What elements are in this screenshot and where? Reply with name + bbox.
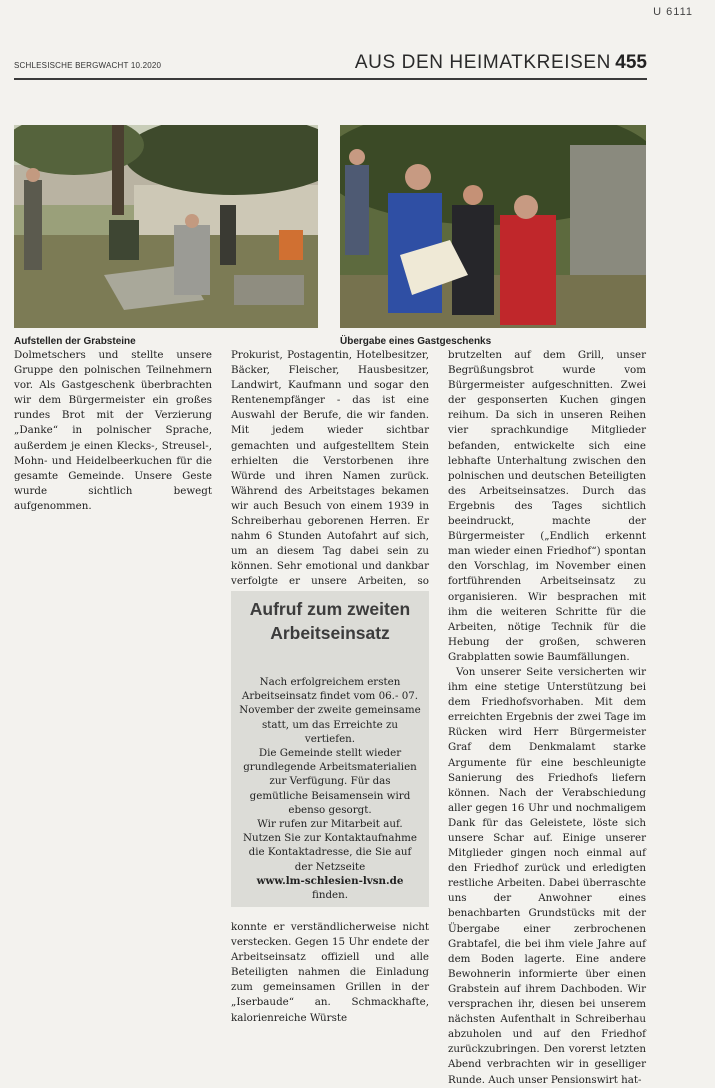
box-title: Aufruf zum zweiten Arbeitseinsatz — [249, 599, 411, 643]
article-column-2-continued — [231, 920, 429, 1026]
photo-setting-gravestones — [14, 125, 318, 328]
photo-caption: Übergabe eines Gastgeschenks — [340, 336, 492, 347]
page-header — [14, 54, 647, 76]
paragraph: Prokurist, Postagentin, Hotelbesitzer, Bäcker, Fleischer, Hausbesitzer, Landwirt, Kaufmann und sogar den Rentenempfänger - das ist eine Auswahl der Berufe, die wir fanden. Mit jedem wieder sichtbar gemachten und aufgestelltem Stein erhielten die Verstorbenen ihre Würde und ihren Namen zurück. Während des Arbeitstages bekamen wir auch Besuch von einem 1939 in Schreiberhau geborenen Herren. Er nahm 6 Stunden Autofahrt auf sich, um an diesem Tag dabei sein zu können. Sehr emotional und dankbar verfolgte er unsere Arbeiten, so — [231, 349, 429, 588]
website-link[interactable]: www.lm-schlesien-lvsn.de — [256, 874, 404, 887]
article-column-1 — [14, 348, 212, 514]
paragraph: konnte er verständlicherweise nicht verstecken. Gegen 15 Uhr endete der Arbeitseinsatz offiziell und alle Beteiligten nahmen die Einladung zum gemeinsamen Grillen in der „Iserbaude“ an. Schmackhafte, kalorienreiche Würste — [231, 921, 429, 1024]
photo-caption: Aufstellen der Grabsteine — [14, 336, 136, 347]
article-column-2 — [231, 348, 429, 605]
section-title: AUS DEN HEIMATKREISEN — [354, 52, 611, 73]
paragraph: Von unserer Seite versicherten wir ihm eine stetige Unterstützung bei dem Friedhofsvorhaben. Mit dem erreichten Ergebnis der zwei Tage im Rücken wird Herr Bürgermeister Graf dem Denkmalamt starke Argumente für eine beschleunigte Sanierung des Friedhofs liefern können. Nach der Verabschiedung aller gegen 16 Uhr und nochmaligem Dank für das Geleistete, löste sich unsere Schar auf. Einige unserer Mitglieder gingen noch einmal auf den Friedhof zurück und erledigten restliche Arbeiten. Dabei überraschte uns der Anwohner eines benachbarten Grundstücks mit der Übergabe einer zerbrochenen Grabtafel, die bei ihm viele Jahre auf dem Boden lagerte. Eine andere Bewohnerin informierte über einen Grabstein auf ihrem Dachboden. Wir versprachen ihr, diesen bei unserem nächsten Aufenthalt in Schreiberhau abzuholen und auf den Friedhof zurückzubringen. Den vorerst letzten Abend verbrachten wir in geselliger Runde. Auch unser Pensionswirt hat- — [448, 665, 646, 1086]
paragraph: Dolmetschers und stellte unsere Gruppe den polnischen Teilnehmern vor. Als Gastgeschenk überbrachten wir dem Bürgermeister ein großes rundes Brot mit der Verzierung „Danke“ in polnischer Sprache, außerdem je einen Klecks-, Streusel-, Mohn- und Heidelbeerkuchen für die gesamte Gemeinde. Unsere Geste wurde sichtlich bewegt aufgenommen. — [14, 349, 212, 512]
photo-gift-handover — [340, 125, 646, 328]
publication-name: SCHLESISCHE BERGWACHT 10.2020 — [14, 61, 162, 70]
header-rule — [14, 78, 647, 80]
page-corner-mark: U 6111 — [653, 6, 693, 18]
page-number: 455 — [615, 52, 647, 73]
paragraph: brutzelten auf dem Grill, unser Begrüßungsbrot wurde vom Bürgermeister aufgeschnitten. Zwei der gesponserten Kuchen gingen reihum. Da sich in unseren Reihen vier sprachkundige Mitglieder befanden, entwickelte sich eine lebhafte Unterhaltung zwischen den polnischen und deutschen Beteiligten des Arbeitseinsatzes. Durch das Ergebnis des Tages sichtlich beeindruckt, machte der Bürgermeister („Endlich erkennt man wieder einen Friedhof“) spontan den Vorschlag, im November einen fortführenden Arbeitseinsatz zu organisieren. Wir besprachen mit ihm die weiteren Schritte für die Arbeiten, nötige Technik für die Hebung der großen, schweren Grabplatten sowie Baumfällungen. — [448, 349, 646, 663]
article-column-3 — [448, 348, 646, 1088]
call-to-action-box — [231, 591, 429, 907]
box-body: Nach erfolgreichem ersten Arbeitseinsatz findet vom 06.- 07. November der zweite gemeinsame statt, um das Erreichte zu vertiefen. Die Gemeinde stellt wieder grundlegende Arbeitsmaterialien zur Verfügung. Für das gemütliche Beisamensein wird ebenso gesorgt. Wir rufen zur Mitarbeit auf. Nutzen Sie zur Kontaktaufnahme die Kontaktadresse, die Sie auf der Netzseite www.lm-schlesien-lvsn.de finden. — [239, 676, 421, 902]
